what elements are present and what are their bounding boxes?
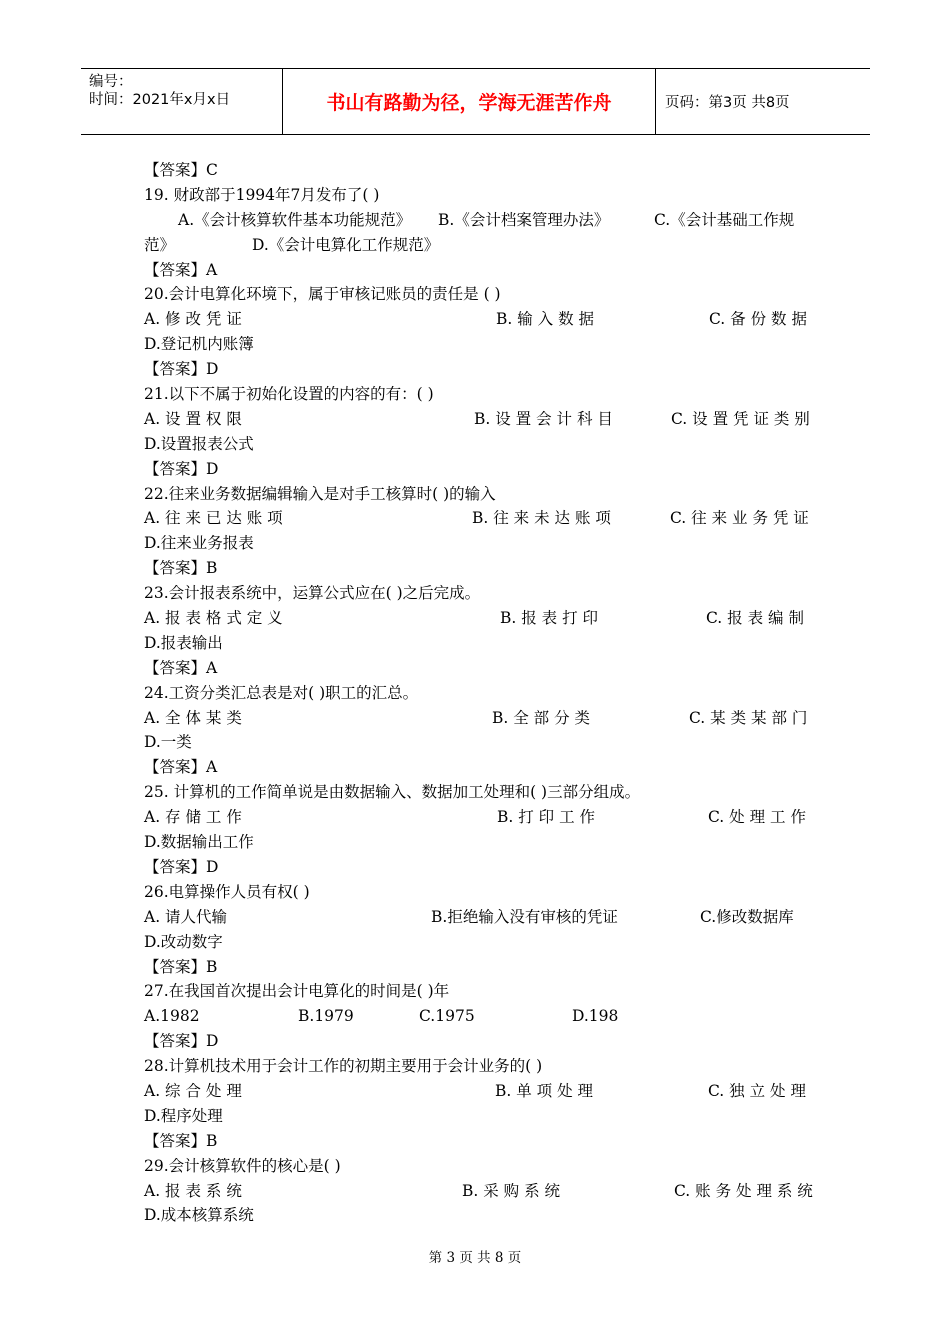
- option-c: C. 设 置 凭 证 类 别: [671, 409, 810, 428]
- page-footer: 第 3 页 共 8 页: [428, 1250, 522, 1266]
- option-b: B. 打 印 工 作: [497, 808, 596, 827]
- option-d: D.程序处理: [144, 1106, 223, 1125]
- answer-19: 【答案】A: [144, 260, 218, 279]
- header-meta: [81, 69, 282, 134]
- question-24: 24.工资分类汇总表是对( )职工的汇总。: [144, 683, 419, 702]
- answer-22: 【答案】B: [144, 559, 218, 578]
- option-c: C. 处 理 工 作: [708, 808, 806, 827]
- question-25: 25. 计算机的工作简单说是由数据输入、数据加工处理和( )三部分组成。: [144, 783, 641, 802]
- option-c: C.《会计基础工作规: [654, 210, 795, 229]
- question-19: 19. 财政部于1994年7月发布了( ): [144, 185, 380, 204]
- question-28: 28.计算机技术用于会计工作的初期主要用于会计业务的( ): [144, 1057, 543, 1076]
- question-23: 23.会计报表系统中，运算公式应在( )之后完成。: [144, 584, 481, 603]
- option-d: D.198: [572, 1007, 619, 1026]
- option-b: B. 往 来 未 达 账 项: [472, 509, 611, 528]
- option-d: D.改动数字: [144, 932, 223, 951]
- question-25-options: [144, 805, 808, 830]
- option-c: C. 报 表 编 制: [706, 609, 804, 628]
- option-c: C.1975: [419, 1007, 475, 1026]
- option-c: C.修改数据库: [700, 907, 794, 926]
- answer-21: 【答案】D: [144, 459, 219, 478]
- answer-25: 【答案】D: [144, 857, 219, 876]
- question-21-options: [144, 407, 808, 432]
- serial-label: 编号：: [89, 74, 133, 90]
- option-a: A. 修 改 凭 证: [144, 310, 242, 329]
- answer-27: 【答案】D: [144, 1032, 219, 1051]
- option-d: D.成本核算系统: [144, 1206, 254, 1225]
- answer-18: 【答案】C: [144, 161, 218, 179]
- option-d: D.设置报表公式: [144, 434, 254, 453]
- option-a: A.《会计核算软件基本功能规范》: [178, 210, 412, 229]
- question-19-options-2: [144, 233, 808, 258]
- option-c: C. 备 份 数 据: [709, 310, 807, 329]
- answer-23: 【答案】A: [144, 658, 218, 677]
- answer-26: 【答案】B: [144, 957, 218, 976]
- question-20: 20.会计电算化环境下，属于审核记账员的责任是 ( ): [144, 285, 501, 304]
- question-29: 29.会计核算软件的核心是( ): [144, 1156, 341, 1175]
- option-c: C. 某 类 某 部 门: [689, 708, 808, 727]
- option-b: B. 采 购 系 统: [462, 1181, 561, 1200]
- option-b: B. 单 项 处 理: [495, 1081, 594, 1100]
- question-19-options: [144, 208, 808, 233]
- option-b: B. 设 置 会 计 科 目: [474, 409, 613, 428]
- option-b: B.1979: [298, 1007, 354, 1026]
- answer-28: 【答案】B: [144, 1131, 218, 1150]
- option-a: A. 综 合 处 理: [144, 1081, 242, 1100]
- question-29-options: [144, 1179, 813, 1204]
- question-23-options: [144, 606, 808, 631]
- option-a: A. 报 表 系 统: [144, 1181, 242, 1200]
- option-b: B. 报 表 打 印: [500, 609, 599, 628]
- option-b: B. 全 部 分 类: [492, 708, 591, 727]
- option-a: A. 存 储 工 作: [144, 808, 242, 827]
- option-d: D.《会计电算化工作规范》: [252, 235, 440, 254]
- option-a: A.1982: [144, 1007, 200, 1026]
- option-a: A. 请人代输: [144, 907, 228, 926]
- question-list: [144, 158, 813, 1228]
- question-22: 22.往来业务数据编辑输入是对手工核算时( )的输入: [144, 484, 496, 503]
- question-24-options: [144, 706, 808, 731]
- option-d: D.登记机内账簿: [144, 335, 254, 354]
- time-label: 时间：2021年x月x日: [89, 92, 231, 108]
- option-a: A. 全 体 某 类: [144, 708, 242, 727]
- option-a: A. 设 置 权 限: [144, 409, 242, 428]
- page-header: [81, 68, 870, 135]
- option-a: A. 报 表 格 式 定 义: [144, 609, 283, 628]
- question-28-options: [144, 1079, 808, 1104]
- header-motto: 书山有路勤为径，学海无涯苦作舟: [282, 69, 656, 134]
- option-d: D.往来业务报表: [144, 534, 254, 553]
- option-c: C. 独 立 处 理: [708, 1081, 806, 1100]
- option-d: D.一类: [144, 733, 192, 752]
- option-c: C. 往 来 业 务 凭 证: [670, 509, 809, 528]
- header-page-info: 页码：第3页 共8页: [665, 95, 790, 111]
- option-b: B. 输 入 数 据: [496, 310, 595, 329]
- option-c-cont: 范》: [144, 235, 176, 254]
- answer-24: 【答案】A: [144, 758, 218, 777]
- option-a: A. 往 来 已 达 账 项: [144, 509, 283, 528]
- option-b: B.《会计档案管理办法》: [438, 210, 610, 229]
- option-d: D.报表输出: [144, 633, 223, 652]
- option-c: C. 账 务 处 理 系 统: [674, 1181, 813, 1200]
- question-21: 21.以下不属于初始化设置的内容的有：( ): [144, 385, 434, 404]
- question-20-options: [144, 307, 808, 332]
- question-22-options: [144, 506, 808, 531]
- answer-20: 【答案】D: [144, 360, 219, 379]
- question-27-options: [144, 1004, 808, 1029]
- question-26-options: [144, 905, 808, 930]
- question-26: 26.电算操作人员有权( ): [144, 882, 310, 901]
- option-b: B.拒绝输入没有审核的凭证: [431, 907, 618, 926]
- question-27: 27.在我国首次提出会计电算化的时间是( )年: [144, 982, 450, 1001]
- option-d: D.数据输出工作: [144, 833, 254, 852]
